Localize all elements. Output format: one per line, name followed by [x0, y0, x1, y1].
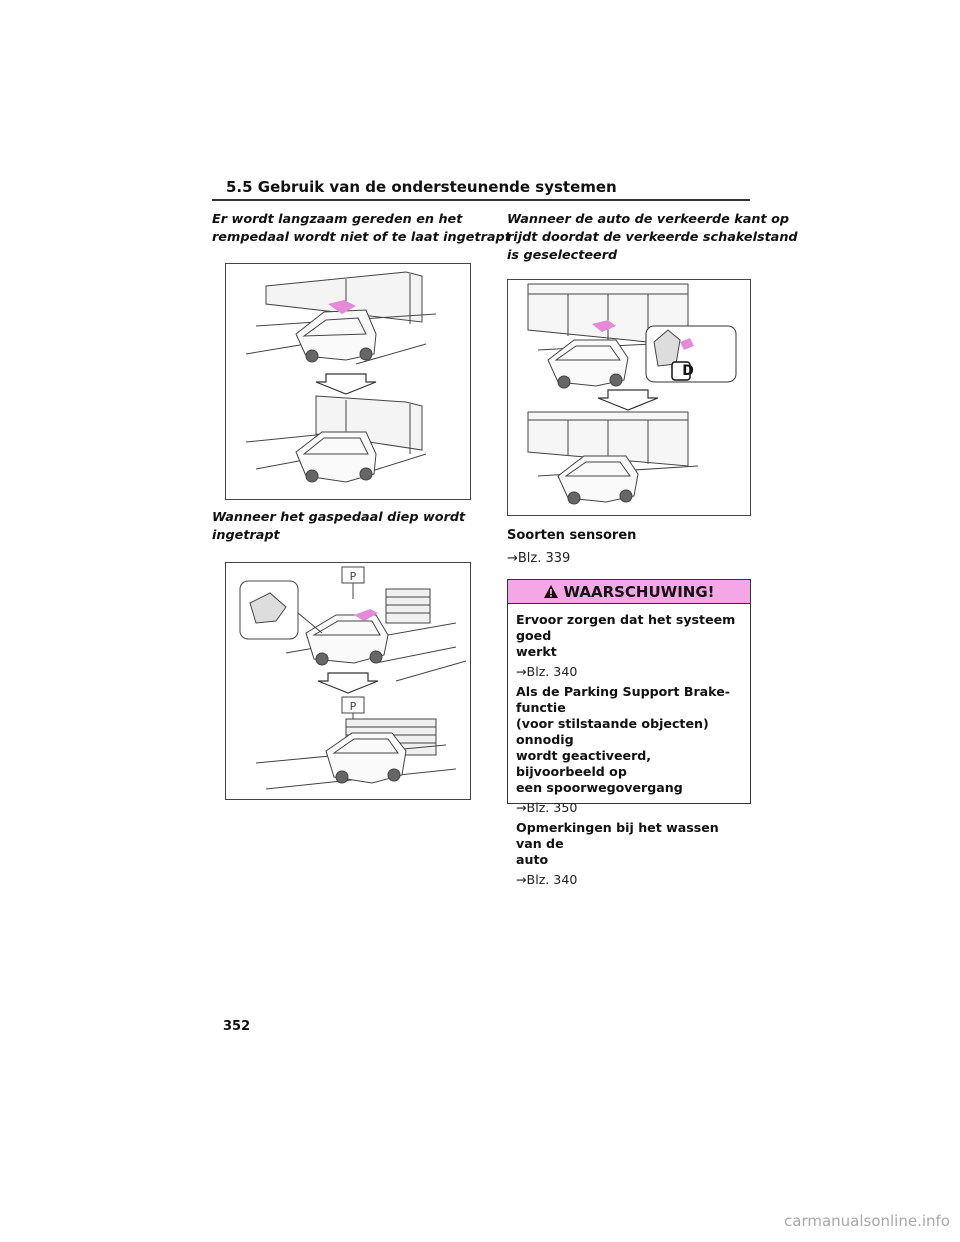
title-line: Opmerkingen bij het wassen van de — [516, 820, 719, 851]
warning-item-ref[interactable]: →Blz. 340 — [516, 664, 578, 679]
heading-line: rempedaal wordt niet of te laat ingetrapt — [212, 230, 511, 245]
header-divider — [212, 199, 750, 201]
sensors-heading: Soorten sensoren — [507, 528, 637, 543]
warning-item-ref[interactable]: →Blz. 340 — [516, 872, 578, 887]
illustration-car-parking — [226, 563, 470, 799]
title-line: een spoorwegovergang — [516, 780, 683, 795]
svg-text:P: P — [349, 700, 357, 713]
title-line: (voor stilstaande objecten) onnodig — [516, 716, 709, 747]
gear-letter-label: D — [682, 363, 694, 379]
watermark: carmanualsonline.info — [784, 1212, 950, 1230]
figure-wrong-gear — [507, 279, 751, 516]
svg-text:P: P — [349, 570, 357, 583]
sensors-page-ref[interactable]: →Blz. 339 — [507, 551, 571, 566]
figure-slow-driving — [225, 263, 471, 500]
heading-line: Wanneer de auto de verkeerde kant op — [507, 212, 790, 227]
section-title: 5.5 Gebruik van de ondersteunende systemen — [226, 178, 617, 196]
title-line: werkt — [516, 644, 557, 659]
illustration-car-building — [508, 280, 750, 515]
warning-body — [508, 604, 750, 888]
title-line: wordt geactiveerd, bijvoorbeeld op — [516, 748, 652, 779]
heading-line: Wanneer het gaspedaal diep wordt — [212, 510, 466, 525]
figure-accelerator — [225, 562, 471, 800]
heading-wrong-gear — [507, 211, 798, 265]
warning-icon — [543, 584, 559, 599]
illustration-car-wall — [226, 264, 470, 499]
warning-header — [508, 580, 750, 604]
heading-line: rijdt doordat de verkeerde schakelstand — [507, 230, 798, 245]
title-line: Als de Parking Support Brake-functie — [516, 684, 730, 715]
warning-item — [516, 612, 742, 680]
warning-item-title — [516, 820, 742, 868]
heading-slow-driving — [212, 211, 511, 247]
heading-line: Er wordt langzaam gereden en het — [212, 212, 463, 227]
page-number: 352 — [223, 1019, 251, 1034]
warning-item-title — [516, 684, 742, 796]
warning-box — [507, 579, 751, 887]
title-line: auto — [516, 852, 549, 867]
warning-item — [516, 684, 742, 816]
title-line: Ervoor zorgen dat het systeem goed — [516, 612, 736, 643]
heading-accelerator — [212, 509, 465, 545]
warning-item — [516, 820, 742, 888]
heading-line: ingetrapt — [212, 528, 280, 543]
warning-item-title — [516, 612, 742, 660]
heading-line: is geselecteerd — [507, 248, 618, 263]
warning-item-ref[interactable]: →Blz. 350 — [516, 800, 578, 815]
warning-title: WAARSCHUWING! — [563, 582, 715, 601]
